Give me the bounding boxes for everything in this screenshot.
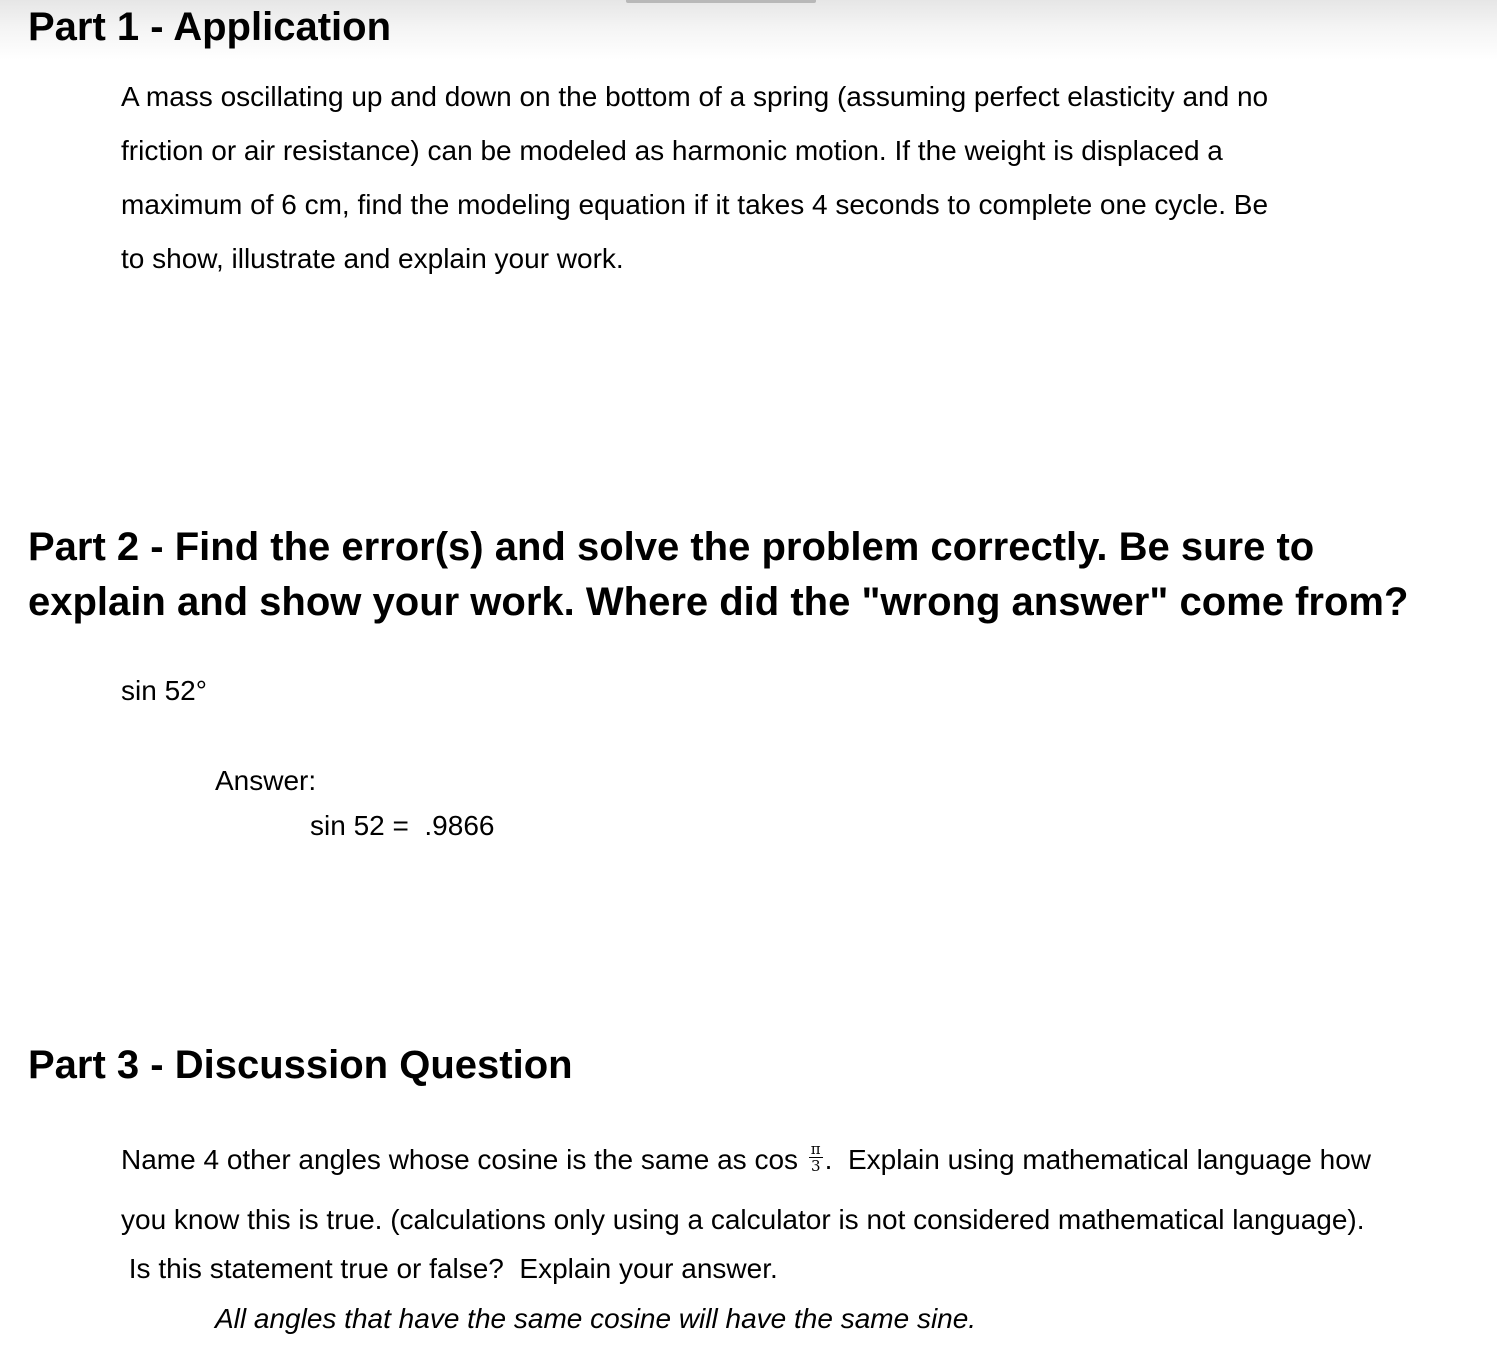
part3-statement: All angles that have the same cosine will have the same sine. — [215, 1303, 977, 1334]
part1-heading: Part 1 - Application — [28, 5, 392, 49]
fraction-denominator: 3 — [810, 1157, 821, 1176]
pi-over-3-fraction — [809, 1141, 823, 1174]
part1-line-3: maximum of 6 cm, find the modeling equation if it takes 4 seconds to complete one cycle. Be — [121, 189, 1269, 220]
drag-handle[interactable] — [626, 0, 816, 3]
part3-heading: Part 3 - Discussion Question — [28, 1043, 573, 1087]
part3-question-line-1 — [121, 1133, 1371, 1187]
part1-line-4: to show, illustrate and explain your work. — [121, 243, 624, 274]
part3-question-2: Is this statement true or false? Explain your answer. — [121, 1253, 778, 1284]
fraction-numerator: π — [810, 1140, 821, 1159]
part2-answer-label: Answer: — [215, 765, 317, 796]
part2-problem: sin 52° — [121, 675, 207, 706]
part3-question-text-before: Name 4 other angles whose cosine is the same as cos — [121, 1144, 806, 1175]
part2-heading-line-1: Part 2 - Find the error(s) and solve the problem correctly. Be sure to — [28, 525, 1315, 569]
part3-question-line-2: you know this is true. (calculations only using a calculator is not considered mathematical language). — [121, 1204, 1365, 1235]
part1-line-2: friction or air resistance) can be modeled as harmonic motion. If the weight is displaced a — [121, 135, 1223, 166]
part2-answer-value: sin 52 = .9866 — [310, 810, 495, 841]
part1-line-1: A mass oscillating up and down on the bottom of a spring (assuming perfect elasticity and no — [121, 81, 1269, 112]
part3-question-text-after: . Explain using mathematical language how — [824, 1144, 1371, 1175]
part2-heading-line-2: explain and show your work. Where did the "wrong answer" come from? — [28, 580, 1409, 624]
